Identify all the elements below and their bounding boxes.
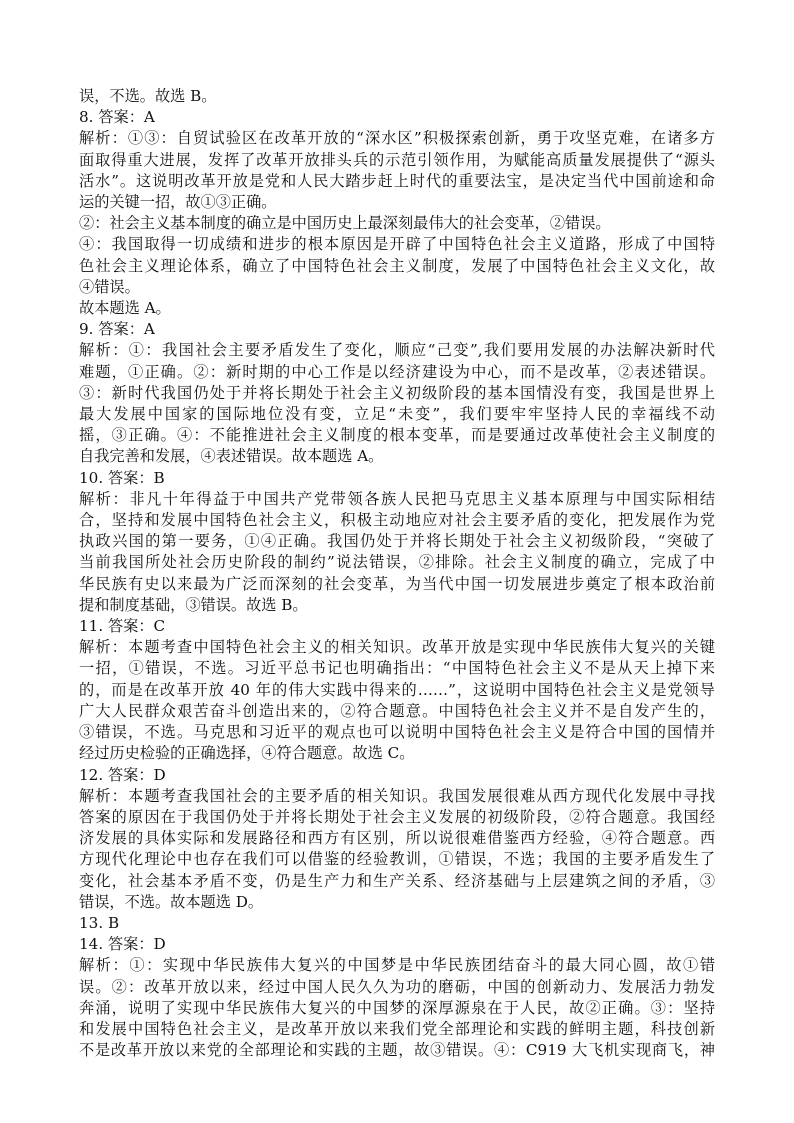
text-line: 变化，社会基本矛盾不变，仍是生产力和生产关系、经济基础与上层建筑之间的矛盾，③: [79, 871, 715, 890]
text-line: 解析：①：实现中华民族伟大复兴的中国梦是中华民族团结奋斗的最大同心圆，故①错: [79, 956, 715, 975]
text-line: 误，不选。故选 B。: [79, 87, 217, 105]
text-line: 解析：①：我国社会主要矛盾发生了变化，顺应“己变”,我们要用发展的办法解决新时代: [79, 341, 715, 360]
text-line: 广大人民群众艰苦奋斗创造出来的，②符合题意。中国特色社会主义并不是自发产生的，: [79, 701, 715, 720]
text-line: ②：社会主义基本制度的确立是中国历史上最深刻最伟大的社会变革，②错误。: [79, 214, 611, 233]
text-line: 自我完善和发展，④表述错误。故本题选 A。: [79, 447, 384, 466]
text-line: 误。②：改革开放以来，经过中国人民久久为功的磨砺，中国的创新动力、发展活力勃发: [79, 977, 715, 996]
text-line: 经过历史检验的正确选择，④符合题意。故选 C。: [79, 744, 415, 763]
text-line: 最大发展中国家的国际地位没有变，立足“未变”，我们要牢牢坚持人民的幸福线不动: [79, 405, 715, 424]
text-line: 的，而是在改革开放 40 年的伟大实践中得来的……”，这说明中国特色社会主义是党领导: [79, 680, 715, 699]
text-line: ③：新时代我国仍处于并将长期处于社会主义初级阶段的基本国情没有变，我国是世界上: [79, 383, 715, 402]
text-line: 华民族有史以来最为广泛而深刻的社会变革，为当代中国一切发展进步奠定了根本政治前: [79, 574, 715, 593]
text-line: 方现代化理论中也存在我们可以借鉴的经验教训，①错误，不选；我国的主要矛盾发生了: [79, 850, 715, 869]
text-line: 面取得重大进展，发挥了改革开放排头兵的示范引领作用，为赋能高质量发展提供了“源头: [79, 150, 715, 169]
text-line: 13. B: [79, 913, 120, 932]
text-line: 解析：本题考查中国特色社会主义的相关知识。改革开放是实现中华民族伟大复兴的关键: [79, 638, 715, 657]
text-line: 12. 答案：D: [79, 765, 166, 784]
text-line: 解析：①③：自贸试验区在改革开放的“深水区”积极探索创新，勇于攻坚克难，在诸多方: [79, 129, 715, 148]
text-line: 答案的原因在于我国仍处于并将长期处于社会主义发展的初级阶段，②符合题意。我国经: [79, 807, 715, 826]
text-line: ③错误，不选。马克思和习近平的观点也可以说明中国特色社会主义是符合中国的国情并: [79, 723, 715, 742]
text-line: 14. 答案：D: [79, 935, 166, 954]
text-line: 活水”。这说明改革开放是党和人民大踏步赶上时代的重要法宝，是决定当代中国前途和命: [79, 171, 715, 190]
text-line: 10. 答案：B: [79, 468, 165, 487]
text-line: 摇，③正确。④：不能推进社会主义制度的根本变革，而是要通过改革使社会主义制度的: [79, 426, 715, 445]
text-line: 执政兴国的第一要务，①④正确。我国仍处于并将长期处于社会主义初级阶段，“突破了: [79, 532, 715, 551]
text-line: 一招，①错误，不选。习近平总书记也明确指出：“中国特色社会主义不是从天上掉下来: [79, 659, 715, 678]
text-line: 解析：本题考查我国社会的主要矛盾的相关知识。我国发展很难从西方现代化发展中寻找: [79, 786, 715, 805]
text-line: ④错误。: [79, 277, 140, 296]
text-line: 当前我国所处社会历史阶段的制约”说法错误，②排除。社会主义制度的确立，完成了中: [79, 553, 715, 572]
text-line: 难题，①正确。②：新时期的中心工作是以经济建设为中心，而不是改革，②表述错误。: [79, 362, 715, 381]
text-line: 和发展中国特色社会主义，是改革开放以来我们党全部理论和实践的鲜明主题，科技创新: [79, 1019, 715, 1038]
text-line: 济发展的具体实际和发展路径和西方有区别，所以说很难借鉴西方经验，④符合题意。西: [79, 829, 715, 848]
answer-explanation-page: [79, 86, 715, 1061]
text-line: 11. 答案：C: [79, 617, 166, 636]
text-body: [79, 86, 715, 1061]
text-line: 错误，不选。故本题选 D。: [79, 892, 264, 911]
text-line: 合，坚持和发展中国特色社会主义，积极主动地应对社会主要矛盾的变化，把发展作为党: [79, 511, 715, 530]
text-line: 不是改革开放以来党的全部理论和实践的主题，故③错误。④：C919 大飞机实现商飞，神: [79, 1041, 715, 1060]
text-line: 8. 答案：A: [79, 108, 155, 127]
text-line: 提和制度基础，③错误。故选 B。: [79, 595, 308, 614]
text-line: 解析：非凡十年得益于中国共产党带领各族人民把马克思主义基本原理与中国实际相结: [79, 489, 715, 508]
text-line: 9. 答案：A: [79, 320, 155, 339]
text-line: ④：我国取得一切成绩和进步的根本原因是开辟了中国特色社会主义道路，形成了中国特: [79, 235, 715, 254]
text-line: 运的关键一招，故①③正确。: [79, 193, 277, 212]
text-line: 奔涌，说明了实现中华民族伟大复兴的中国梦的深厚源泉在于人民，故②正确。③：坚持: [79, 998, 715, 1017]
text-line: 故本题选 A。: [79, 299, 171, 318]
text-line: 色社会主义理论体系，确立了中国特色社会主义制度，发展了中国特色社会主义文化，故: [79, 256, 715, 275]
